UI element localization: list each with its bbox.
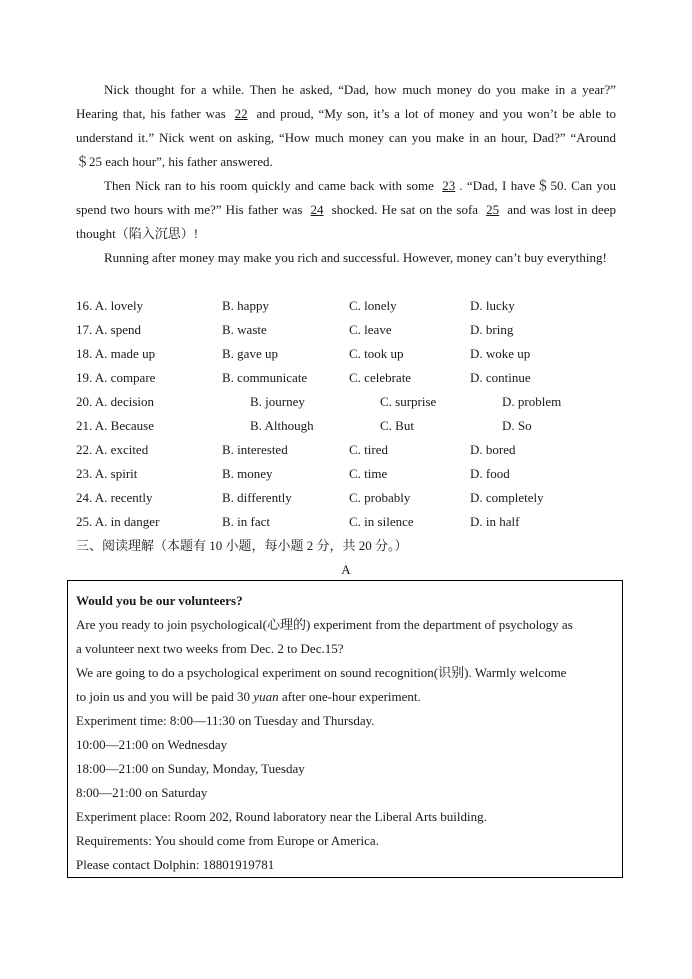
option-c: C. But bbox=[380, 418, 414, 433]
notice-line: Please contact Dolphin: 18801919781 bbox=[76, 857, 275, 872]
option-c: C. surprise bbox=[380, 394, 437, 409]
option-c: C. probably bbox=[349, 490, 411, 505]
notice-line: Requirements: You should come from Europe or America. bbox=[76, 833, 379, 848]
option-b: B. Although bbox=[250, 418, 314, 433]
blank-24: 24 bbox=[310, 202, 324, 217]
notice-line: 8:00—21:00 on Saturday bbox=[76, 785, 208, 800]
option-q: 17. A. spend bbox=[76, 322, 141, 337]
notice-text: to join us and you will be paid 30 bbox=[76, 689, 254, 704]
option-d: D. problem bbox=[502, 394, 562, 409]
option-d: D. in half bbox=[470, 514, 520, 529]
notice-text-italic: yuan bbox=[253, 689, 279, 704]
option-c: C. leave bbox=[349, 322, 392, 337]
option-d: D. lucky bbox=[470, 298, 515, 313]
option-c: C. tired bbox=[349, 442, 388, 457]
option-d: D. bring bbox=[470, 322, 514, 337]
notice-line bbox=[76, 685, 421, 709]
option-q: 21. A. Because bbox=[76, 418, 154, 433]
option-q: 23. A. spirit bbox=[76, 466, 138, 481]
option-d: D. So bbox=[502, 418, 532, 433]
option-d: D. completely bbox=[470, 490, 544, 505]
notice-line: a volunteer next two weeks from Dec. 2 to Dec.15? bbox=[76, 641, 344, 656]
option-b: B. happy bbox=[222, 298, 269, 313]
option-q: 24. A. recently bbox=[76, 490, 153, 505]
option-b: B. gave up bbox=[222, 346, 278, 361]
passage-text: shocked. He sat on the sofa bbox=[327, 202, 483, 217]
option-b: B. in fact bbox=[222, 514, 271, 529]
option-c: C. took up bbox=[349, 346, 404, 361]
option-c: C. in silence bbox=[349, 514, 414, 529]
option-d: D. continue bbox=[470, 370, 531, 385]
passage-text: Running after money may make you rich and successful. However, money can’t buy everything! bbox=[104, 250, 607, 265]
option-q: 25. A. in danger bbox=[76, 514, 160, 529]
blank-25: 25 bbox=[486, 202, 500, 217]
notice-line: Are you ready to join psychological(心理的) experiment from the department of psychology as bbox=[76, 617, 573, 632]
option-c: C. time bbox=[349, 466, 388, 481]
option-b: B. money bbox=[222, 466, 273, 481]
option-q: 16. A. lovely bbox=[76, 298, 144, 313]
passage-text: Nick thought for a while. Then he asked, “Dad, how much money do you make in a year?” Hearing that, his father was bbox=[76, 82, 616, 121]
option-c: C. celebrate bbox=[349, 370, 412, 385]
notice-line: 10:00—21:00 on Wednesday bbox=[76, 737, 228, 752]
notice-line: We are going to do a psychological experiment on sound recognition(识别). Warmly welcome bbox=[76, 665, 567, 680]
notice-line: Experiment time: 8:00—11:30 on Tuesday and Thursday. bbox=[76, 713, 375, 728]
option-b: B. differently bbox=[222, 490, 292, 505]
option-b: B. interested bbox=[222, 442, 288, 457]
notice-text: after one-hour experiment. bbox=[278, 689, 421, 704]
passage-text: and proud, “My son, it’s a lot of money and you won’t be able to understand it.” Nick went on asking, “How much money can you make in an hour, Dad?” “Around ＄25 each hour”, his father answered. bbox=[76, 106, 617, 169]
option-q: 19. A. compare bbox=[76, 370, 156, 385]
passage-text: . “Dad, I have＄50. Can you spend two hours with me?” His father was bbox=[76, 178, 616, 217]
option-q: 20. A. decision bbox=[76, 394, 154, 409]
option-q: 22. A. excited bbox=[76, 442, 149, 457]
option-q: 18. A. made up bbox=[76, 346, 156, 361]
option-c: C. lonely bbox=[349, 298, 397, 313]
option-b: B. communicate bbox=[222, 370, 308, 385]
passage-text: and was lost in deep thought（陷入沉思）! bbox=[76, 202, 616, 241]
passage-paragraph-1 bbox=[76, 78, 616, 174]
option-d: D. woke up bbox=[470, 346, 531, 361]
section-title: 三、阅读理解（本题有 10 小题，每小题 2 分，共 20 分。） bbox=[76, 538, 408, 553]
notice-title: Would you be our volunteers? bbox=[76, 593, 243, 608]
passage-text: Then Nick ran to his room quickly and came back with some bbox=[104, 178, 439, 193]
passage-paragraph-3 bbox=[76, 246, 616, 270]
passage-paragraph-2 bbox=[76, 174, 616, 246]
notice-line: 18:00—21:00 on Sunday, Monday, Tuesday bbox=[76, 761, 305, 776]
blank-23: 23 bbox=[442, 178, 456, 193]
option-b: B. waste bbox=[222, 322, 267, 337]
notice-line: Experiment place: Room 202, Round laboratory near the Liberal Arts building. bbox=[76, 809, 487, 824]
option-b: B. journey bbox=[250, 394, 305, 409]
blank-22: 22 bbox=[234, 106, 248, 121]
option-d: D. bored bbox=[470, 442, 516, 457]
notice-box bbox=[67, 580, 623, 878]
option-d: D. food bbox=[470, 466, 510, 481]
section-letter: A bbox=[341, 562, 351, 577]
